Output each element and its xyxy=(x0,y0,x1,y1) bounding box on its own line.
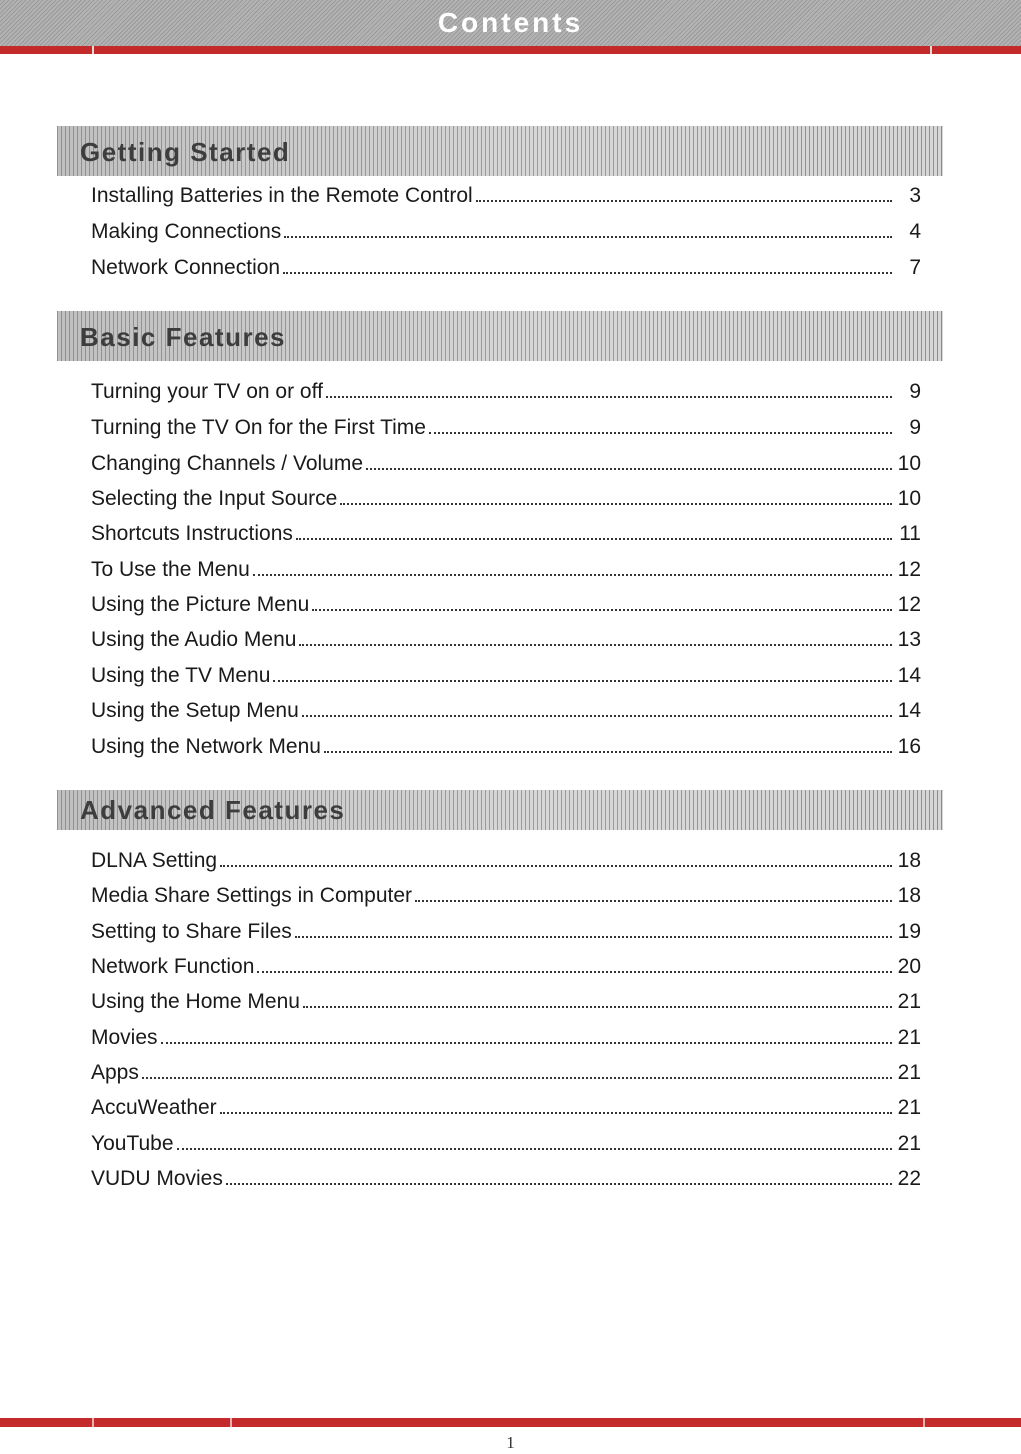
section-header-advanced-features xyxy=(57,790,943,830)
toc-entry-title: Turning the TV On for the First Time xyxy=(91,416,426,439)
toc-entry-title: YouTube xyxy=(91,1132,174,1155)
toc-entry-page: 22 xyxy=(897,1167,921,1190)
toc-entry[interactable] xyxy=(91,552,921,582)
dot-leader xyxy=(283,272,892,274)
toc-entry-title: Using the Audio Menu xyxy=(91,628,297,651)
toc-entry[interactable] xyxy=(91,984,921,1014)
toc-entry[interactable] xyxy=(91,729,921,759)
dot-leader xyxy=(220,865,892,867)
dot-leader xyxy=(257,971,892,973)
toc-entry-page: 21 xyxy=(897,1061,921,1084)
toc-entry-page: 7 xyxy=(909,256,921,279)
toc-entry[interactable] xyxy=(91,374,921,404)
dot-leader xyxy=(312,609,892,611)
toc-entry-title: Media Share Settings in Computer xyxy=(91,884,412,907)
toc-entry-page: 14 xyxy=(897,699,921,722)
toc-entry-page: 21 xyxy=(897,1026,921,1049)
toc-entry[interactable] xyxy=(91,949,921,979)
toc-entry[interactable] xyxy=(91,1020,921,1050)
toc-entry-page: 16 xyxy=(897,735,921,758)
dot-leader xyxy=(299,644,892,646)
toc-entry[interactable] xyxy=(91,914,921,944)
toc-entry[interactable] xyxy=(91,658,921,688)
dot-leader xyxy=(366,468,892,470)
toc-entry-title: Using the Picture Menu xyxy=(91,593,310,616)
toc-entry-title: Using the Network Menu xyxy=(91,735,321,758)
toc-entry[interactable] xyxy=(91,693,921,723)
toc-entry[interactable] xyxy=(91,481,921,511)
footer-red-stripe xyxy=(0,1418,1021,1427)
toc-entry-title: Using the Home Menu xyxy=(91,990,300,1013)
dot-leader xyxy=(340,503,892,505)
dot-leader xyxy=(415,900,892,902)
page-number: 1 xyxy=(506,1433,515,1452)
toc-entry-title: Installing Batteries in the Remote Control xyxy=(91,184,473,207)
toc-entry[interactable] xyxy=(91,446,921,476)
section-title: Getting Started xyxy=(80,137,291,167)
toc-entry-page: 3 xyxy=(909,184,921,207)
footer-tick-right xyxy=(923,1418,925,1427)
toc-entry-page: 18 xyxy=(897,884,921,907)
toc-entry-page: 10 xyxy=(897,452,921,475)
footer-tick-left xyxy=(92,1418,94,1427)
toc-entry-page: 9 xyxy=(909,416,921,439)
dot-leader xyxy=(324,751,892,753)
toc-entry-page: 19 xyxy=(897,920,921,943)
toc-entry[interactable] xyxy=(91,250,921,280)
dot-leader xyxy=(284,236,892,238)
page-title: Contents xyxy=(437,7,584,38)
section-header-basic-features xyxy=(57,311,943,361)
toc-entry-title: Shortcuts Instructions xyxy=(91,522,293,545)
toc-entry-title: Movies xyxy=(91,1026,158,1049)
toc-entry-page: 13 xyxy=(897,628,921,651)
toc-entry-page: 11 xyxy=(899,522,921,545)
toc-entry[interactable] xyxy=(91,1090,921,1120)
toc-entry-page: 21 xyxy=(897,1096,921,1119)
toc-entry[interactable] xyxy=(91,214,921,244)
header-red-stripe xyxy=(0,46,1021,54)
section-header-getting-started xyxy=(57,126,943,176)
dot-leader xyxy=(220,1112,892,1114)
section-title: Advanced Features xyxy=(80,795,346,825)
toc-entry-title: Turning your TV on or off xyxy=(91,380,323,403)
toc-entry-page: 18 xyxy=(897,849,921,872)
dot-leader xyxy=(295,936,892,938)
dot-leader xyxy=(429,432,892,434)
dot-leader xyxy=(226,1183,892,1185)
header-tick-left xyxy=(92,46,94,54)
toc-entry[interactable] xyxy=(91,516,921,546)
toc-entry-page: 4 xyxy=(909,220,921,243)
dot-leader xyxy=(177,1148,892,1150)
toc-entry-title: DLNA Setting xyxy=(91,849,218,872)
toc-entry[interactable] xyxy=(91,843,921,873)
dot-leader xyxy=(273,680,892,682)
toc-entry-title: Changing Channels / Volume xyxy=(91,452,364,475)
toc-entry-page: 21 xyxy=(897,990,921,1013)
toc-entry-title: Setting to Share Files xyxy=(91,920,292,943)
toc-entry[interactable] xyxy=(91,622,921,652)
toc-entry-title: Making Connections xyxy=(91,220,282,243)
toc-entry-page: 10 xyxy=(897,487,921,510)
toc-entry-page: 20 xyxy=(897,955,921,978)
toc-entry[interactable] xyxy=(91,878,921,908)
dot-leader xyxy=(302,715,892,717)
toc-entry-title: Apps xyxy=(91,1061,139,1084)
toc-entry-title: VUDU Movies xyxy=(91,1167,223,1190)
toc-entry-page: 12 xyxy=(897,558,921,581)
dot-leader xyxy=(161,1042,892,1044)
toc-entry-page: 21 xyxy=(897,1132,921,1155)
toc-entry-page: 14 xyxy=(897,664,921,687)
toc-entry-title: AccuWeather xyxy=(91,1096,217,1119)
dot-leader xyxy=(303,1006,892,1008)
footer-tick-mid xyxy=(230,1418,232,1427)
toc-entry[interactable] xyxy=(91,178,921,208)
toc-entry-page: 9 xyxy=(909,380,921,403)
section-title: Basic Features xyxy=(80,322,286,352)
toc-entry-title: Using the Setup Menu xyxy=(91,699,299,722)
dot-leader xyxy=(296,538,892,540)
dot-leader xyxy=(476,200,892,202)
toc-entry[interactable] xyxy=(91,1161,921,1191)
toc-entry-title: Network Connection xyxy=(91,256,281,279)
toc-entry[interactable] xyxy=(91,1126,921,1156)
dot-leader xyxy=(326,396,892,398)
toc-entry-title: To Use the Menu xyxy=(91,558,250,581)
header-tick-right xyxy=(930,46,932,54)
toc-entry-page: 12 xyxy=(897,593,921,616)
toc-entry-title: Selecting the Input Source xyxy=(91,487,338,510)
toc-entry[interactable] xyxy=(91,410,921,440)
toc-entry[interactable] xyxy=(91,1055,921,1085)
toc-entry-title: Using the TV Menu xyxy=(91,664,271,687)
toc-entry[interactable] xyxy=(91,587,921,617)
dot-leader xyxy=(253,574,892,576)
toc-entry-title: Network Function xyxy=(91,955,255,978)
dot-leader xyxy=(142,1077,892,1079)
